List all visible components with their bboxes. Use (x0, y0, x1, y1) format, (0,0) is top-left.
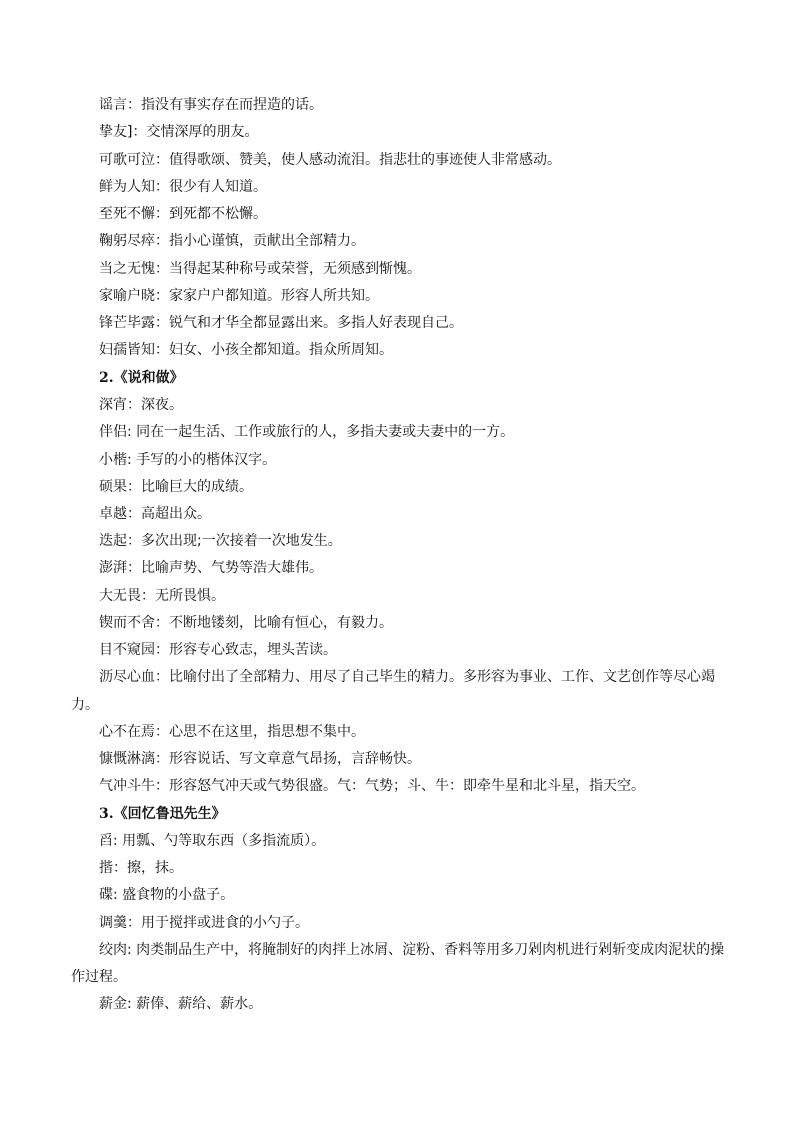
definition-line: 当之无愧：当得起某种称号或荣誉，无须感到惭愧。 (99, 261, 421, 277)
definition-line-wrapped: 沥尽心血：比喻付出了全部精力、用尽了自己毕生的精力。多形容为事业、工作、文艺创作等尽心竭 (99, 669, 715, 685)
section-heading: 3.《回忆鲁迅先生》 (99, 806, 226, 822)
definition-line: 气冲斗牛：形容怒气冲天或气势很盛。气：气势；斗、牛：即牵牛星和北斗星，指天空。 (99, 778, 645, 794)
definition-line: 妇孺皆知：妇女、小孩全都知道。指众所周知。 (99, 342, 393, 358)
definition-line: 薪金: 薪俸、薪给、薪水。 (99, 996, 263, 1012)
definition-line: 舀: 用瓢、勺等取东西（多指流质）。 (99, 833, 326, 849)
definition-line: 慷慨淋漓：形容说话、写文章意气昂扬，言辞畅快。 (99, 751, 421, 767)
definition-line: 伴侣: 同在一起生活、工作或旅行的人，多指夫妻或夫妻中的一方。 (99, 424, 515, 440)
definition-line-wrapped: 绞肉: 肉类制品生产中，将腌制好的肉拌上冰屑、淀粉、香料等用多刀剁肉机进行剁斩变成肉泥状的操 (99, 942, 725, 958)
definition-line-continuation: 力。 (71, 697, 99, 713)
definition-line: 锋芒毕露：锐气和才华全都显露出来。多指人好表现自己。 (99, 315, 463, 331)
definition-line: 锲而不舍：不断地镂刻，比喻有恒心，有毅力。 (99, 615, 393, 631)
section-heading: 2.《说和做》 (99, 370, 184, 386)
definition-line: 至死不懈：到死都不松懈。 (99, 206, 267, 222)
definition-line: 深宵：深夜。 (99, 397, 183, 413)
definition-line: 调羹：用于搅拌或进食的小勺子。 (99, 915, 309, 931)
definition-line: 揩：擦，抹。 (99, 860, 183, 876)
definition-line: 鞠躬尽瘁：指小心谨慎，贡献出全部精力。 (99, 233, 365, 249)
definition-line: 卓越：高超出众。 (99, 506, 211, 522)
definition-line: 目不窥园：形容专心致志，埋头苦读。 (99, 642, 337, 658)
definition-line: 鲜为人知：很少有人知道。 (99, 179, 267, 195)
definition-line: 澎湃：比喻声势、气势等浩大雄伟。 (99, 560, 323, 576)
definition-line: 心不在焉：心思不在这里，指思想不集中。 (99, 724, 365, 740)
definition-line-continuation: 作过程。 (71, 969, 127, 985)
definition-line: 挚友]：交情深厚的朋友。 (99, 124, 259, 140)
definition-line: 硕果：比喻巨大的成绩。 (99, 479, 253, 495)
definition-line: 家喻户晓：家家户户都知道。形容人所共知。 (99, 288, 379, 304)
definition-line: 大无畏：无所畏惧。 (99, 588, 225, 604)
definition-line: 小楷: 手写的小的楷体汉字。 (99, 452, 277, 468)
definition-line: 谣言：指没有事实存在而捏造的话。 (99, 97, 323, 113)
definition-line: 碟: 盛食物的小盘子。 (99, 887, 235, 903)
definition-line: 可歌可泣：值得歌颂、赞美，使人感动流泪。指悲壮的事迹使人非常感动。 (99, 152, 561, 168)
definition-line: 迭起：多次出现;一次接着一次地发生。 (99, 533, 342, 549)
